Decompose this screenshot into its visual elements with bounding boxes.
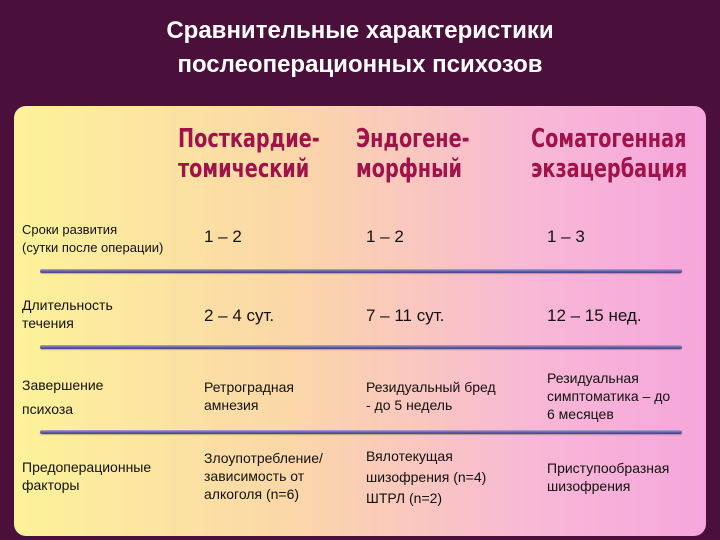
cell-factors-somatogenic [547,459,669,495]
column-header-endogenomorphic [356,124,470,184]
cell-outcome-somatogenic [547,369,670,423]
cell-line: Вялотекущая [366,448,453,464]
cell-line: Резидуальная [547,370,639,386]
row-label-line: (сутки после операции) [22,240,164,255]
cell-line: Резидуальный бред [366,379,496,395]
cell-line: алкоголя (n=6) [204,486,300,502]
row-divider [40,345,682,349]
column-header-line-1: Эндогене- [356,124,470,154]
row-divider [40,430,682,434]
row-divider [40,269,682,273]
cell-onset-endogenomorphic: 1 – 2 [366,227,404,246]
column-header-somatogenic-exacerbation [531,124,687,184]
cell-line: 6 месяцев [547,406,614,422]
cell-line: Приступообразная [547,460,670,476]
row-label-outcome [22,373,103,421]
cell-line: зависимость от [204,468,305,484]
cell-duration-somatogenic: 12 – 15 нед. [547,306,642,325]
row-label-line: Сроки развития [22,222,118,237]
column-header-line-1: Соматогенная [531,124,687,154]
cell-onset-somatogenic: 1 – 3 [547,227,585,246]
cell-line: симптоматика – до [547,388,671,404]
row-label-duration [22,296,113,332]
cell-line: шизофрения (n=4) [366,469,487,485]
title-line-2: послеоперационных психозов [177,51,543,78]
column-header-postcardiotomy [178,124,320,184]
row-label-line: Длительность [22,297,113,313]
cell-line: Ретроградная [204,379,294,395]
row-label-line: Завершение [22,377,104,393]
slide-title [0,14,720,82]
row-label-line: течения [22,315,74,331]
cell-duration-postcardiotomy: 2 – 4 сут. [204,306,275,325]
row-label-line: факторы [22,477,80,493]
cell-outcome-postcardiotomy [204,378,294,414]
column-header-line-2: экзацербация [531,154,688,184]
column-header-line-1: Посткардие- [178,124,320,154]
cell-duration-endogenomorphic: 7 – 11 сут. [366,306,445,325]
cell-line: ШТРЛ (n=2) [366,490,443,506]
cell-line: амнезия [204,397,259,413]
column-header-line-2: томический [178,154,310,184]
cell-factors-postcardiotomy [204,449,323,503]
row-label-line: Предоперационные [22,459,152,475]
cell-outcome-endogenomorphic [366,378,496,414]
cell-line: Злоупотребление/ [204,450,323,466]
title-line-1: Сравнительные характеристики [166,17,554,44]
cell-onset-postcardiotomy: 1 – 2 [204,227,242,246]
row-label-line: психоза [22,401,74,417]
cell-line: - до 5 недель [366,397,453,413]
row-label-onset-timing [22,221,163,257]
column-header-line-2: морфный [356,154,462,184]
row-label-preoperative-factors [22,458,151,494]
cell-factors-endogenomorphic [366,446,486,509]
cell-line: шизофрения [547,478,631,494]
